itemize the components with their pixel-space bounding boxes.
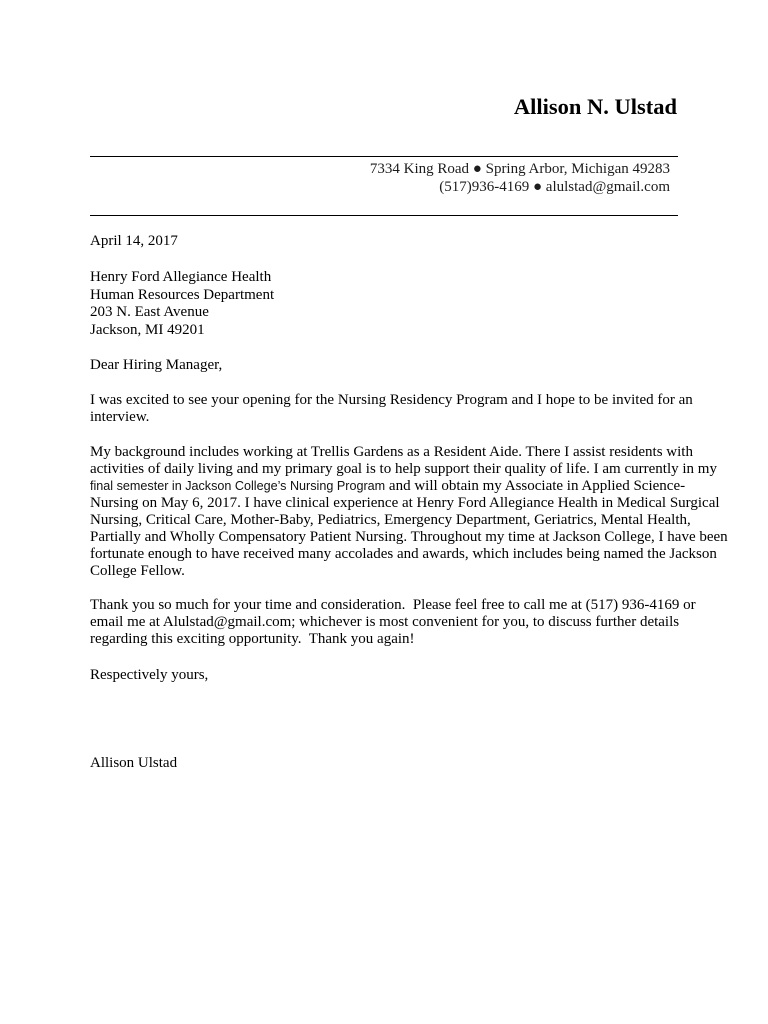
paragraph-2-line: Partially and Wholly Compensatory Patient Nursing. Throughout my time at Jackson College, I have been <box>90 529 728 545</box>
paragraph-2-line <box>90 478 728 495</box>
paragraph-1-line: I was excited to see your opening for the Nursing Residency Program and I hope to be invited for an <box>90 392 693 408</box>
signature <box>90 755 177 772</box>
paragraph-2-line-continuation: and will obtain my Associate in Applied Science- <box>385 478 686 494</box>
date-line: April 14, 2017 <box>90 233 178 249</box>
closing <box>90 667 208 684</box>
sender-contact-block <box>370 160 670 196</box>
paragraph-3 <box>90 597 696 648</box>
paragraph-2-line: Nursing on May 6, 2017. I have clinical experience at Henry Ford Allegiance Health in Medical Surgical <box>90 495 720 511</box>
paragraph-2 <box>90 444 728 580</box>
recipient-city-state-zip: Jackson, MI 49201 <box>90 321 205 338</box>
paragraph-2-line: Nursing, Critical Care, Mother-Baby, Pediatrics, Emergency Department, Geriatrics, Mental Health, <box>90 512 691 528</box>
paragraph-2-line: activities of daily living and my primary goal is to help support their quality of life. I am currently in my <box>90 461 717 477</box>
sender-phone-email: (517)936-4169 ● alulstad@gmail.com <box>439 179 670 195</box>
paragraph-3-line: regarding this exciting opportunity. Thank you again! <box>90 631 415 647</box>
letter-date <box>90 233 178 250</box>
recipient-block <box>90 269 274 339</box>
salutation-line: Dear Hiring Manager, <box>90 357 223 373</box>
closing-line: Respectively yours, <box>90 667 209 683</box>
header-rule-bottom <box>90 215 678 216</box>
recipient-department: Human Resources Department <box>90 286 275 303</box>
paragraph-2-line: fortunate enough to have received many accolades and awards, which includes being named the Jackson <box>90 546 717 562</box>
recipient-street: 203 N. East Avenue <box>90 304 209 321</box>
signature-name: Allison Ulstad <box>90 755 178 771</box>
pasted-text-segment: final semester in Jackson College’s Nursing Program <box>90 479 386 493</box>
paragraph-1 <box>90 392 693 426</box>
paragraph-2-line: My background includes working at Trellis Gardens as a Resident Aide. There I assist residents with <box>90 444 693 460</box>
paragraph-2-line: College Fellow. <box>90 563 185 579</box>
recipient-organization: Henry Ford Allegiance Health <box>90 269 272 285</box>
paragraph-1-line: interview. <box>90 409 150 425</box>
sender-name: Allison N. Ulstad <box>513 94 677 119</box>
paragraph-3-line: Thank you so much for your time and consideration. Please feel free to call me at (517) 936-4169 or <box>90 597 696 613</box>
salutation <box>90 357 222 374</box>
sender-address: 7334 King Road ● Spring Arbor, Michigan 49283 <box>369 161 670 177</box>
paragraph-3-line: email me at Alulstad@gmail.com; whichever is most convenient for you, to discuss further details <box>90 614 680 630</box>
header-rule-top <box>90 156 678 157</box>
